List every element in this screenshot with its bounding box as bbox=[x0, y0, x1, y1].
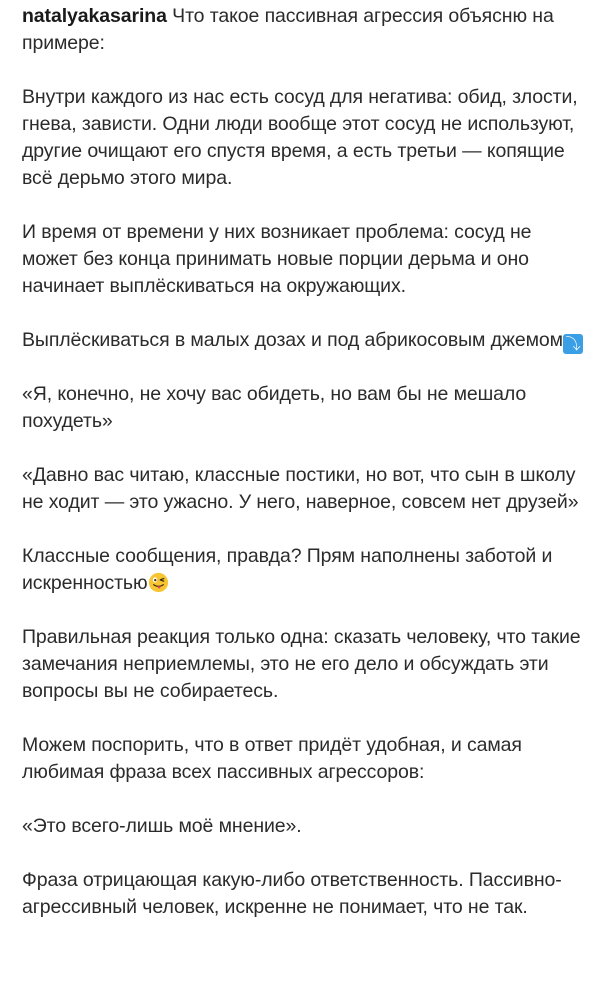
paragraph-problem: И время от времени у них возникает проблема: сосуд не может без конца принимать новые порции дерьма и оно начинает выплёскиваться на окружающих. bbox=[22, 221, 532, 297]
intro-text: Что такое пассивная агрессия объясню на примере: bbox=[22, 5, 554, 54]
quote-lose-weight: «Я, конечно, не хочу вас обидеть, но вам бы не мешало похудеть» bbox=[22, 383, 527, 432]
caption-intro bbox=[22, 3, 592, 57]
arrow-curve-down-icon: ⤵ bbox=[563, 334, 583, 354]
paragraph-splash-text: Выплёскиваться в малых дозах и под абрикосовым джемом bbox=[22, 329, 563, 351]
post-caption bbox=[22, 0, 592, 948]
paragraph-vessel: Внутри каждого из нас есть сосуд для негатива: обид, злости, гнева, зависти. Одни люди вообще этот сосуд не используют, другие очищают его спустя время, а есть третьи — копящие всё дерьмо этого мира. bbox=[22, 86, 578, 189]
paragraph-sarcasm-text: Классные сообщения, правда? Прям наполнены заботой и искренностью bbox=[22, 545, 553, 594]
paragraph-reaction: Правильная реакция только одна: сказать человеку, что такие замечания неприемлемы, это не его дело и обсуждать эти вопросы вы не собираетесь. bbox=[22, 626, 581, 702]
quote-opinion: «Это всего-лишь моё мнение». bbox=[22, 815, 302, 837]
paragraph-splash bbox=[22, 327, 592, 354]
quote-son-school: «Давно вас читаю, классные постики, но вот, что сын в школу не ходит — это ужасно. У него, наверное, совсем нет друзей» bbox=[22, 464, 579, 513]
paragraph-bet: Можем поспорить, что в ответ придёт удобная, и самая любимая фраза всех пассивных агрессоров: bbox=[22, 734, 522, 783]
paragraph-sarcasm bbox=[22, 543, 592, 597]
paragraph-conclusion: Фраза отрицающая какую-либо ответственность. Пассивно-агрессивный человек, искренне не понимает, что не так. bbox=[22, 869, 562, 918]
winking-face-tongue-icon bbox=[148, 572, 169, 593]
author-username[interactable]: natalyakasarina bbox=[22, 5, 167, 27]
